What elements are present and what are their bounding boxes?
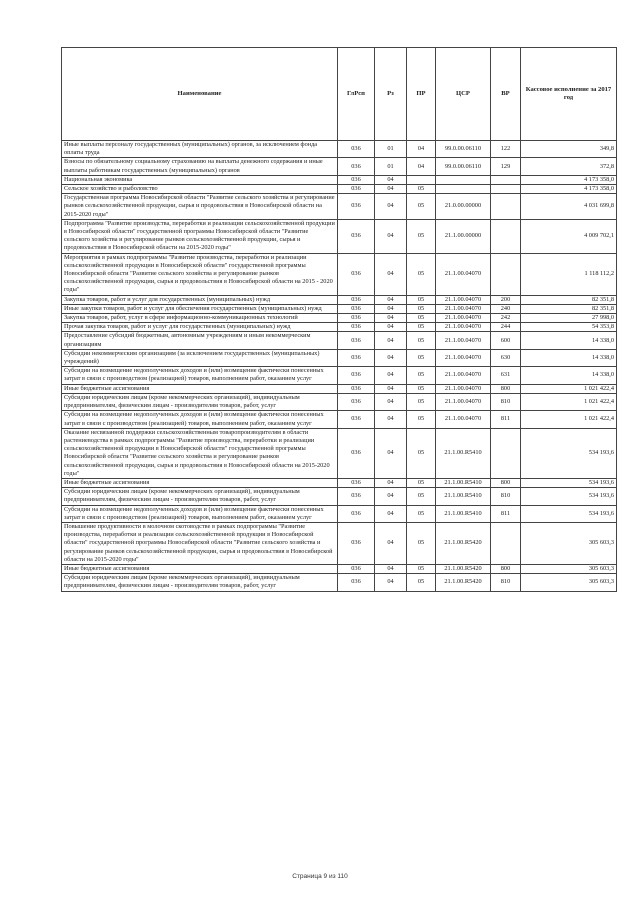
cell-pr: 05 bbox=[407, 574, 436, 591]
cell-pr: 05 bbox=[407, 384, 436, 393]
cell-vr: 631 bbox=[491, 367, 521, 384]
table-row bbox=[62, 219, 617, 253]
cell-amount: 1 021 422,4 bbox=[521, 384, 617, 393]
cell-amount: 305 603,3 bbox=[521, 564, 617, 573]
cell-glrsp: 036 bbox=[338, 367, 375, 384]
cell-glrsp: 036 bbox=[338, 219, 375, 253]
cell-csr: 21.1.00.04070 bbox=[436, 411, 491, 428]
table-row bbox=[62, 488, 617, 505]
cell-amount: 372,8 bbox=[521, 158, 617, 175]
cell-glrsp: 036 bbox=[338, 428, 375, 478]
table-row bbox=[62, 478, 617, 487]
cell-csr: 21.1.00.04070 bbox=[436, 314, 491, 323]
cell-glrsp: 036 bbox=[338, 478, 375, 487]
cell-amount: 534 193,6 bbox=[521, 505, 617, 522]
cell-rz: 04 bbox=[375, 564, 407, 573]
table-row bbox=[62, 323, 617, 332]
cell-pr: 05 bbox=[407, 411, 436, 428]
table-row bbox=[62, 175, 617, 184]
cell-vr bbox=[491, 428, 521, 478]
cell-pr: 05 bbox=[407, 314, 436, 323]
cell-rz: 04 bbox=[375, 323, 407, 332]
cell-csr: 21.1.00.R5410 bbox=[436, 478, 491, 487]
cell-name: Национальная экономика bbox=[62, 175, 338, 184]
cell-rz: 04 bbox=[375, 574, 407, 591]
cell-name: Иные бюджетные ассигнования bbox=[62, 564, 338, 573]
cell-csr: 21.1.00.R5410 bbox=[436, 488, 491, 505]
cell-rz: 04 bbox=[375, 253, 407, 295]
cell-csr bbox=[436, 185, 491, 194]
cell-csr: 21.1.00.04070 bbox=[436, 253, 491, 295]
cell-vr: 800 bbox=[491, 564, 521, 573]
cell-vr bbox=[491, 219, 521, 253]
cell-glrsp: 036 bbox=[338, 332, 375, 349]
cell-pr: 05 bbox=[407, 478, 436, 487]
cell-name: Повышение продуктивности в молочном скотоводстве в рамках подпрограммы "Развитие производства, переработки и реализации сельскохозяйственной продукции в Новосибирской области" государственной программы Новосибирской области "Развитие сельского хозяйства и регулирование рынков сельскохозяйственной продукции, сырья и продовольствия в Новосибирской области на 2015-2020 годы" bbox=[62, 522, 338, 564]
cell-vr bbox=[491, 175, 521, 184]
cell-pr bbox=[407, 175, 436, 184]
cell-csr: 99.0.00.06110 bbox=[436, 158, 491, 175]
cell-vr bbox=[491, 185, 521, 194]
cell-rz: 04 bbox=[375, 175, 407, 184]
cell-glrsp: 036 bbox=[338, 393, 375, 410]
table-row bbox=[62, 185, 617, 194]
cell-glrsp: 036 bbox=[338, 488, 375, 505]
cell-amount: 305 603,3 bbox=[521, 574, 617, 591]
cell-pr: 05 bbox=[407, 367, 436, 384]
cell-glrsp: 036 bbox=[338, 314, 375, 323]
cell-csr: 21.1.00.04070 bbox=[436, 393, 491, 410]
cell-vr: 200 bbox=[491, 295, 521, 304]
cell-glrsp: 036 bbox=[338, 175, 375, 184]
cell-vr: 244 bbox=[491, 323, 521, 332]
table-body bbox=[62, 141, 617, 592]
cell-rz: 04 bbox=[375, 314, 407, 323]
cell-name: Предоставление субсидий бюджетным, автономным учреждениям и иным некоммерческим организациям bbox=[62, 332, 338, 349]
cell-name: Иные выплаты персоналу государственных (муниципальных) органов, за исключением фонда оплаты труда bbox=[62, 141, 338, 158]
cell-name: Прочая закупка товаров, работ и услуг для государственных (муниципальных) нужд bbox=[62, 323, 338, 332]
cell-name: Субсидии некоммерческим организациям (за исключением государственных (муниципальных) учреждений) bbox=[62, 349, 338, 366]
cell-amount: 4 031 699,8 bbox=[521, 194, 617, 220]
table-row bbox=[62, 141, 617, 158]
cell-csr: 21.1.00.04070 bbox=[436, 384, 491, 393]
cell-name: Субсидии юридическим лицам (кроме некоммерческих организаций), индивидуальным предпринимателям, физическим лицам - производителям товаров, работ, услуг bbox=[62, 393, 338, 410]
header-rz: Рз bbox=[375, 48, 407, 141]
cell-glrsp: 036 bbox=[338, 194, 375, 220]
cell-amount: 82 351,8 bbox=[521, 295, 617, 304]
cell-rz: 04 bbox=[375, 522, 407, 564]
cell-pr: 05 bbox=[407, 219, 436, 253]
cell-csr: 21.1.00.04070 bbox=[436, 367, 491, 384]
cell-glrsp: 036 bbox=[338, 295, 375, 304]
table-row bbox=[62, 194, 617, 220]
table-row bbox=[62, 411, 617, 428]
table-row bbox=[62, 253, 617, 295]
cell-rz: 01 bbox=[375, 158, 407, 175]
cell-glrsp: 036 bbox=[338, 384, 375, 393]
cell-vr: 811 bbox=[491, 505, 521, 522]
cell-csr: 21.1.00.04070 bbox=[436, 323, 491, 332]
table-row bbox=[62, 367, 617, 384]
cell-name: Иные бюджетные ассигнования bbox=[62, 478, 338, 487]
cell-amount: 534 193,6 bbox=[521, 488, 617, 505]
cell-vr: 810 bbox=[491, 574, 521, 591]
cell-amount: 27 998,0 bbox=[521, 314, 617, 323]
page-number-footer: Страница 9 из 110 bbox=[292, 873, 348, 880]
cell-name: Сельское хозяйство и рыболовство bbox=[62, 185, 338, 194]
cell-pr: 05 bbox=[407, 505, 436, 522]
cell-amount: 82 351,8 bbox=[521, 304, 617, 313]
header-pr: ПР bbox=[407, 48, 436, 141]
cell-rz: 04 bbox=[375, 505, 407, 522]
table-row bbox=[62, 522, 617, 564]
header-name: Наименование bbox=[62, 48, 338, 141]
cell-vr: 122 bbox=[491, 141, 521, 158]
cell-csr: 21.1.00.R5420 bbox=[436, 564, 491, 573]
cell-glrsp: 036 bbox=[338, 304, 375, 313]
header-glrsp: ГлРсп bbox=[338, 48, 375, 141]
cell-csr: 21.1.00.04070 bbox=[436, 332, 491, 349]
table-row bbox=[62, 384, 617, 393]
budget-execution-table bbox=[61, 47, 617, 592]
cell-pr: 05 bbox=[407, 295, 436, 304]
cell-pr: 05 bbox=[407, 349, 436, 366]
cell-glrsp: 036 bbox=[338, 349, 375, 366]
cell-rz: 04 bbox=[375, 219, 407, 253]
table-row bbox=[62, 564, 617, 573]
cell-rz: 04 bbox=[375, 295, 407, 304]
cell-vr: 810 bbox=[491, 393, 521, 410]
cell-glrsp: 036 bbox=[338, 411, 375, 428]
cell-csr: 21.1.00.R5410 bbox=[436, 428, 491, 478]
header-csr: ЦСР bbox=[436, 48, 491, 141]
cell-csr: 21.1.00.00000 bbox=[436, 219, 491, 253]
cell-rz: 04 bbox=[375, 367, 407, 384]
table-row bbox=[62, 332, 617, 349]
cell-glrsp: 036 bbox=[338, 185, 375, 194]
cell-name: Субсидии юридическим лицам (кроме некоммерческих организаций), индивидуальным предпринимателям, физическим лицам - производителям товаров, работ, услуг bbox=[62, 574, 338, 591]
cell-rz: 04 bbox=[375, 384, 407, 393]
cell-vr: 630 bbox=[491, 349, 521, 366]
table-row bbox=[62, 295, 617, 304]
cell-name: Иные бюджетные ассигнования bbox=[62, 384, 338, 393]
cell-pr: 05 bbox=[407, 194, 436, 220]
cell-rz: 04 bbox=[375, 349, 407, 366]
cell-rz: 04 bbox=[375, 393, 407, 410]
cell-glrsp: 036 bbox=[338, 505, 375, 522]
cell-name: Взносы по обязательному социальному страхованию на выплаты денежного содержания и иные выплаты работникам государственных (муниципальных) органов bbox=[62, 158, 338, 175]
cell-amount: 1 021 422,4 bbox=[521, 411, 617, 428]
cell-pr: 05 bbox=[407, 332, 436, 349]
cell-csr: 21.1.00.R5420 bbox=[436, 574, 491, 591]
cell-amount: 4 009 702,1 bbox=[521, 219, 617, 253]
cell-name: Закупка товаров, работ и услуг для государственных (муниципальных) нужд bbox=[62, 295, 338, 304]
table-row bbox=[62, 314, 617, 323]
cell-rz: 04 bbox=[375, 411, 407, 428]
cell-name: Закупка товаров, работ, услуг в сфере информационно-коммуникационных технологий bbox=[62, 314, 338, 323]
cell-csr bbox=[436, 175, 491, 184]
cell-name: Субсидии на возмещение недополученных доходов и (или) возмещение фактически понесенных затрат в связи с производством (реализацией) товаров, выполнением работ, оказанием услуг bbox=[62, 505, 338, 522]
cell-glrsp: 036 bbox=[338, 141, 375, 158]
cell-pr: 04 bbox=[407, 141, 436, 158]
table-row bbox=[62, 505, 617, 522]
cell-vr: 800 bbox=[491, 384, 521, 393]
cell-pr: 05 bbox=[407, 304, 436, 313]
header-amount: Кассовое исполнение за 2017 год bbox=[521, 48, 617, 141]
cell-rz: 04 bbox=[375, 478, 407, 487]
cell-csr: 21.1.00.R5420 bbox=[436, 522, 491, 564]
cell-rz: 04 bbox=[375, 488, 407, 505]
cell-rz: 04 bbox=[375, 185, 407, 194]
cell-amount: 4 173 358,0 bbox=[521, 175, 617, 184]
cell-name: Субсидии на возмещение недополученных доходов и (или) возмещение фактически понесенных затрат в связи с производством (реализацией) товаров, выполнением работ, оказанием услуг bbox=[62, 367, 338, 384]
cell-pr: 05 bbox=[407, 488, 436, 505]
table-row bbox=[62, 304, 617, 313]
cell-glrsp: 036 bbox=[338, 564, 375, 573]
cell-amount: 1 021 422,4 bbox=[521, 393, 617, 410]
cell-vr bbox=[491, 194, 521, 220]
table-header-row bbox=[62, 48, 617, 141]
cell-glrsp: 036 bbox=[338, 574, 375, 591]
cell-rz: 04 bbox=[375, 304, 407, 313]
cell-glrsp: 036 bbox=[338, 323, 375, 332]
cell-amount: 54 353,8 bbox=[521, 323, 617, 332]
cell-rz: 04 bbox=[375, 428, 407, 478]
cell-vr: 129 bbox=[491, 158, 521, 175]
cell-amount: 14 338,0 bbox=[521, 349, 617, 366]
cell-rz: 04 bbox=[375, 194, 407, 220]
cell-vr: 242 bbox=[491, 314, 521, 323]
cell-name: Подпрограмма "Развитие производства, переработки и реализации сельскохозяйственной продукции в Новосибирской области" государственной программы Новосибирской области "Развитие сельского хозяйства и регулирование рынков сельскохозяйственной продукции, сырья и продовольствия в Новосибирской области на 2015-2020 годы" bbox=[62, 219, 338, 253]
cell-name: Субсидии юридическим лицам (кроме некоммерческих организаций), индивидуальным предпринимателям, физическим лицам - производителям товаров, работ, услуг bbox=[62, 488, 338, 505]
table-row bbox=[62, 158, 617, 175]
cell-amount: 14 338,0 bbox=[521, 332, 617, 349]
cell-pr: 05 bbox=[407, 522, 436, 564]
table-row bbox=[62, 574, 617, 591]
header-vr: ВР bbox=[491, 48, 521, 141]
cell-amount: 534 193,6 bbox=[521, 478, 617, 487]
cell-amount: 349,8 bbox=[521, 141, 617, 158]
cell-vr: 600 bbox=[491, 332, 521, 349]
cell-vr bbox=[491, 253, 521, 295]
table-row bbox=[62, 349, 617, 366]
cell-pr: 05 bbox=[407, 428, 436, 478]
cell-glrsp: 036 bbox=[338, 253, 375, 295]
cell-csr: 21.1.00.R5410 bbox=[436, 505, 491, 522]
cell-csr: 21.1.00.04070 bbox=[436, 349, 491, 366]
cell-csr: 21.1.00.04070 bbox=[436, 304, 491, 313]
cell-rz: 04 bbox=[375, 332, 407, 349]
cell-amount: 305 603,3 bbox=[521, 522, 617, 564]
cell-vr: 810 bbox=[491, 488, 521, 505]
cell-amount: 1 118 112,2 bbox=[521, 253, 617, 295]
cell-vr: 811 bbox=[491, 411, 521, 428]
cell-amount: 4 173 358,0 bbox=[521, 185, 617, 194]
table-row bbox=[62, 428, 617, 478]
cell-pr: 05 bbox=[407, 393, 436, 410]
table-row bbox=[62, 393, 617, 410]
cell-name: Оказание несвязанной поддержки сельскохозяйственным товаропроизводителям в области растениеводства в рамках подпрограммы "Развитие производства, переработки и реализации сельскохозяйственной продукции в Новосибирской области" государственной программы Новосибирской области "Развитие сельского хозяйства и регулирование рынков сельскохозяйственной продукции, сырья и продовольствия в Новосибирской области на 2015-2020 годы" bbox=[62, 428, 338, 478]
cell-amount: 534 193,6 bbox=[521, 428, 617, 478]
cell-csr: 21.1.00.04070 bbox=[436, 295, 491, 304]
cell-vr bbox=[491, 522, 521, 564]
cell-csr: 21.0.00.00000 bbox=[436, 194, 491, 220]
cell-rz: 01 bbox=[375, 141, 407, 158]
cell-amount: 14 338,0 bbox=[521, 367, 617, 384]
cell-glrsp: 036 bbox=[338, 158, 375, 175]
cell-csr: 99.0.00.06110 bbox=[436, 141, 491, 158]
cell-name: Субсидии на возмещение недополученных доходов и (или) возмещение фактически понесенных затрат в связи с производством (реализацией) товаров, выполнением работ, оказанием услуг bbox=[62, 411, 338, 428]
cell-pr: 05 bbox=[407, 323, 436, 332]
cell-glrsp: 036 bbox=[338, 522, 375, 564]
cell-name: Иные закупки товаров, работ и услуг для обеспечения государственных (муниципальных) нужд bbox=[62, 304, 338, 313]
cell-vr: 240 bbox=[491, 304, 521, 313]
cell-name: Мероприятия в рамках подпрограммы "Развитие производства, переработки и реализации сельскохозяйственной продукции в Новосибирской области" государственной программы Новосибирской области "Развитие сельского хозяйства и регулирование рынков сельскохозяйственной продукции, сырья и продовольствия в Новосибирской области на 2015 - 2020 годы" bbox=[62, 253, 338, 295]
cell-pr: 04 bbox=[407, 158, 436, 175]
cell-pr: 05 bbox=[407, 185, 436, 194]
cell-pr: 05 bbox=[407, 564, 436, 573]
cell-pr: 05 bbox=[407, 253, 436, 295]
cell-vr: 800 bbox=[491, 478, 521, 487]
cell-name: Государственная программа Новосибирской области "Развитие сельского хозяйства и регулирование рынков сельскохозяйственной продукции, сырья и продовольствия в Новосибирской области на 2015-2020 годы" bbox=[62, 194, 338, 220]
